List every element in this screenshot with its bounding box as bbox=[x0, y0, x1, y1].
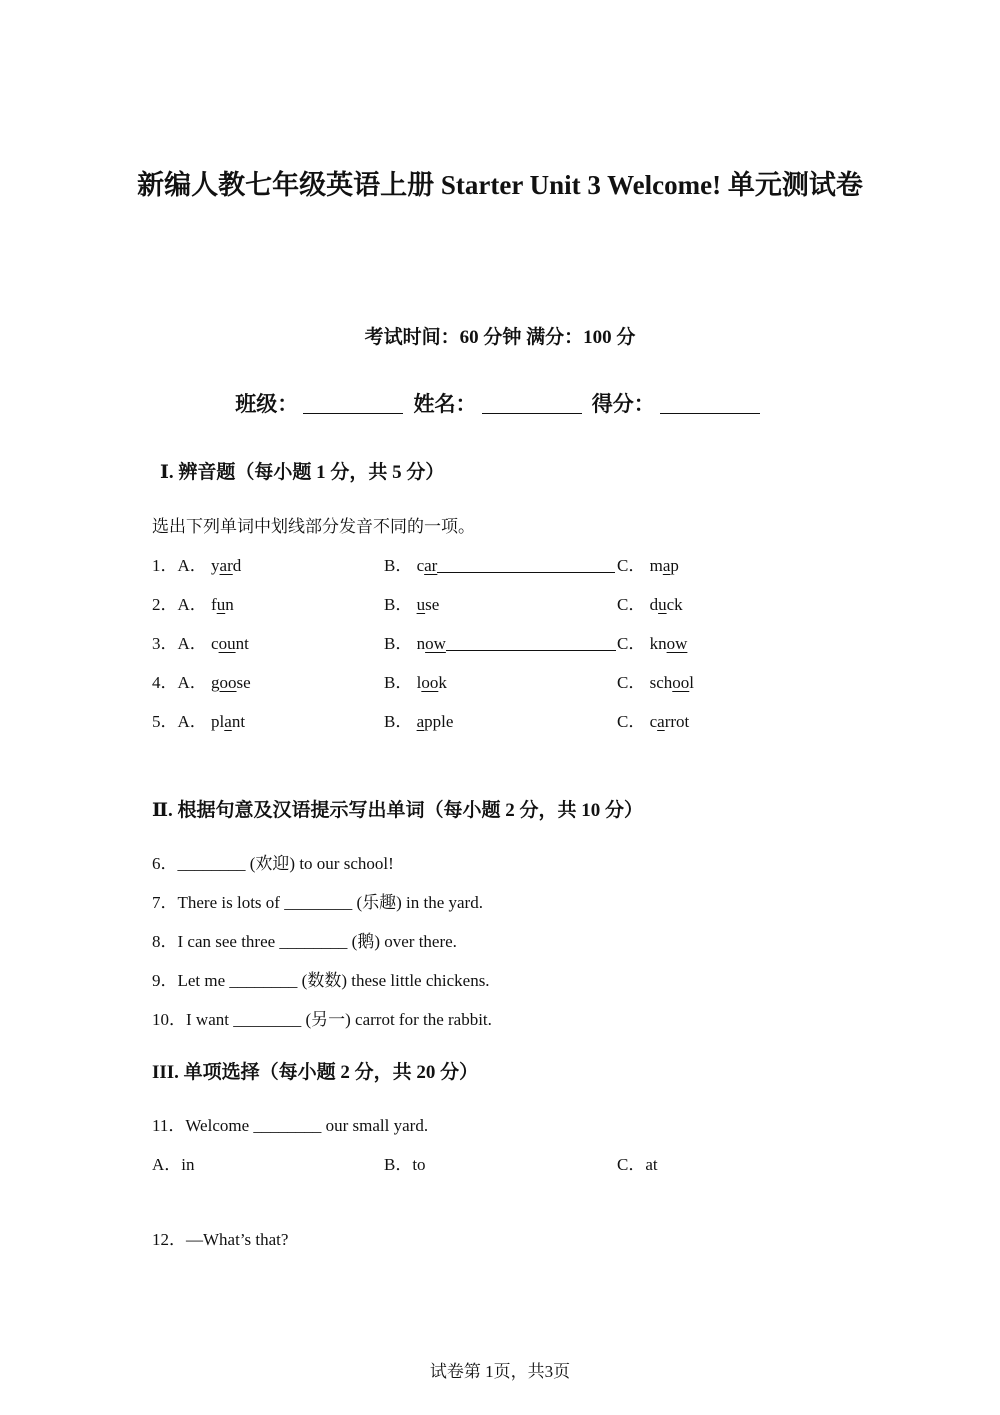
question-11-option-a[interactable]: A．in bbox=[152, 1155, 195, 1174]
question-3-option-a[interactable]: 3．A． count bbox=[152, 634, 249, 653]
question-3-option-c[interactable]: C． know bbox=[617, 634, 688, 653]
question-1-option-c[interactable]: C． map bbox=[617, 556, 679, 575]
exam-info: 考试时间：60 分钟 满分：100 分 bbox=[364, 327, 636, 348]
name-blank[interactable] bbox=[482, 393, 582, 414]
underline-trail bbox=[446, 635, 616, 651]
question-11-option-b[interactable]: B．to bbox=[384, 1155, 426, 1174]
question-1-option-b[interactable]: B． car bbox=[384, 551, 615, 576]
question-11-stem: 11．Welcome ________ our small yard. bbox=[152, 1116, 429, 1135]
question-2-option-c[interactable]: C． duck bbox=[617, 595, 683, 614]
question-5-option-c[interactable]: C． carrot bbox=[617, 712, 690, 731]
question-3-option-b[interactable]: B． now bbox=[384, 629, 616, 654]
question-4-option-a[interactable]: 4．A． goose bbox=[152, 673, 251, 692]
question-5-option-b[interactable]: B． apple bbox=[384, 712, 454, 731]
question-11-option-c[interactable]: C．at bbox=[617, 1155, 658, 1174]
question-1-option-a[interactable]: 1．A． yard bbox=[152, 556, 242, 575]
question-2-option-a[interactable]: 2．A． fun bbox=[152, 595, 234, 614]
class-label: 班级： bbox=[235, 392, 299, 416]
question-9: 9．Let me ________ (数数) these little chickens. bbox=[152, 971, 490, 990]
student-fields bbox=[0, 388, 1000, 418]
question-10: 10．I want ________ (另一) carrot for the rabbit. bbox=[152, 1010, 492, 1029]
section1-heading: Ⅰ. 辨音题（每小题 1 分，共 5 分） bbox=[160, 462, 445, 483]
underline-trail bbox=[437, 557, 615, 573]
class-blank[interactable] bbox=[303, 393, 403, 414]
section3-heading: III. 单项选择（每小题 2 分，共 20 分） bbox=[152, 1062, 479, 1083]
question-12-stem: 12．—What’s that? bbox=[152, 1230, 289, 1249]
question-5-option-a[interactable]: 5．A． plant bbox=[152, 712, 246, 731]
question-4-option-b[interactable]: B． look bbox=[384, 673, 447, 692]
name-label: 姓名： bbox=[413, 392, 477, 416]
question-2-option-b[interactable]: B． use bbox=[384, 595, 440, 614]
page-title: 新编人教七年级英语上册 Starter Unit 3 Welcome! 单元测试卷 bbox=[137, 170, 863, 200]
question-4-option-c[interactable]: C． school bbox=[617, 673, 694, 692]
section1-instruction: 选出下列单词中划线部分发音不同的一项。 bbox=[152, 517, 475, 536]
section2-heading: Ⅱ. 根据句意及汉语提示写出单词（每小题 2 分，共 10 分） bbox=[152, 800, 644, 821]
score-blank[interactable] bbox=[660, 393, 760, 414]
page-footer: 试卷第 1页，共3页 bbox=[429, 1362, 571, 1381]
question-6: 6．________ (欢迎) to our school! bbox=[152, 854, 394, 873]
score-label: 得分： bbox=[591, 392, 655, 416]
question-7: 7．There is lots of ________ (乐趣) in the yard. bbox=[152, 893, 483, 912]
question-8: 8．I can see three ________ (鹅) over there. bbox=[152, 932, 457, 951]
